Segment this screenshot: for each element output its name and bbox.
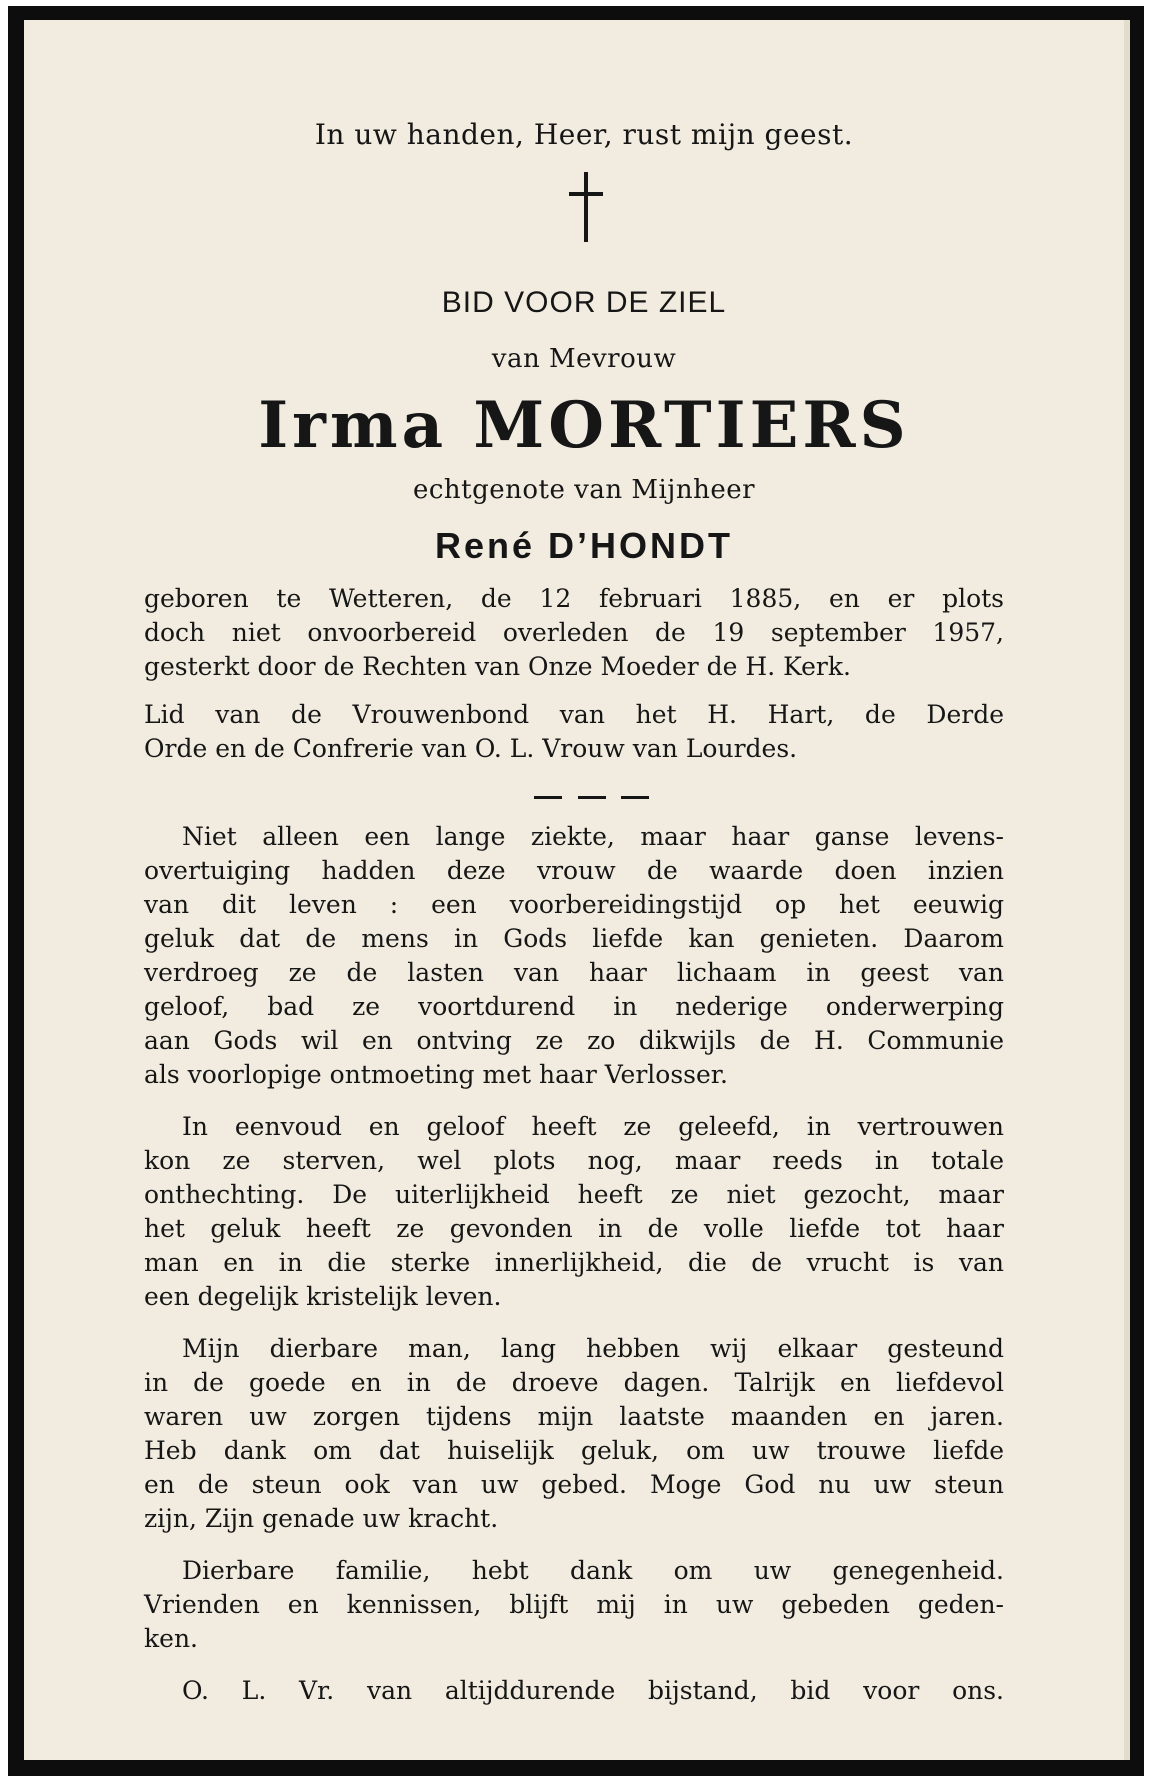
title-line: van Mevrouw <box>491 344 677 374</box>
text-line: en de steun ook van uw gebed. Moge God nu uw steun <box>144 1470 1004 1499</box>
text-line: een degelijk kristelijk leven. <box>144 1282 502 1311</box>
text-line: van dit leven : een voorbereidingstijd op het eeuwig <box>144 890 1004 919</box>
spouse-label: echtgenote van Mijnheer <box>412 475 756 505</box>
text-line: In eenvoud en geloof heeft ze geleefd, in vertrouwen <box>182 1112 1004 1141</box>
text-line: onthechting. De uiterlijkheid heeft ze niet gezocht, maar <box>144 1180 1004 1209</box>
text-line: doch niet onvoorbereid overleden de 19 september 1957, <box>144 618 1004 647</box>
text-line: waren uw zorgen tijdens mijn laatste maanden en jaren. <box>144 1402 1004 1431</box>
text-line: aan Gods wil en ontving ze zo dikwijls de H. Communie <box>144 1026 1004 1055</box>
text-line: het geluk heeft ze gevonden in de volle liefde tot haar <box>144 1214 1004 1243</box>
deceased-name: Irma MORTIERS <box>258 388 910 463</box>
memorial-card-border <box>8 6 1144 1776</box>
separator <box>534 796 649 800</box>
text-line: Niet alleen een lange ziekte, maar haar ganse levens- <box>182 822 1004 851</box>
text-line: zijn, Zijn genade uw kracht. <box>144 1504 499 1533</box>
memorial-card <box>24 20 1130 1760</box>
text-line: overtuiging hadden deze vrouw de waarde doen inzien <box>144 856 1004 885</box>
text-line: ken. <box>144 1624 198 1653</box>
text-line: Orde en de Confrerie van O. L. Vrouw van Lourdes. <box>144 734 798 763</box>
text-line: geluk dat de mens in Gods liefde kan genieten. Daarom <box>144 924 1004 953</box>
text-line: verdroeg ze de lasten van haar lichaam in geest van <box>144 958 1004 987</box>
text-line: Heb dank om dat huiselijk geluk, om uw trouwe liefde <box>144 1436 1004 1465</box>
text-line: in de goede en in de droeve dagen. Talrijk en liefdevol <box>144 1368 1004 1397</box>
text-line: kon ze sterven, wel plots nog, maar reeds in totale <box>144 1146 1004 1175</box>
text-line: als voorlopige ontmoeting met haar Verlosser. <box>144 1060 728 1089</box>
closing-prayer: O. L. Vr. van altijddurende bijstand, bid voor ons. <box>182 1676 1004 1705</box>
text-line: man en in die sterke innerlijkheid, die de vrucht is van <box>144 1248 1004 1277</box>
text-line: geloof, bad ze voortdurend in nederige onderwerping <box>144 992 1004 1021</box>
cross-icon <box>569 172 603 242</box>
text-line: gesterkt door de Rechten van Onze Moeder de H. Kerk. <box>144 652 851 681</box>
motto: In uw handen, Heer, rust mijn geest. <box>314 118 854 151</box>
text-line: Mijn dierbare man, lang hebben wij elkaar gesteund <box>182 1334 1004 1363</box>
pray-heading: BID VOOR DE ZIEL <box>441 286 727 319</box>
paper-edge <box>1124 20 1130 1760</box>
text-line: Lid van de Vrouwenbond van het H. Hart, de Derde <box>144 700 1004 729</box>
text-line: geboren te Wetteren, de 12 februari 1885, en er plots <box>144 584 1004 613</box>
spouse-name: René D’HONDT <box>434 525 734 566</box>
text-line: Dierbare familie, hebt dank om uw genegenheid. <box>182 1556 1004 1585</box>
text-line: Vrienden en kennissen, blijft mij in uw gebeden geden- <box>144 1590 1004 1619</box>
